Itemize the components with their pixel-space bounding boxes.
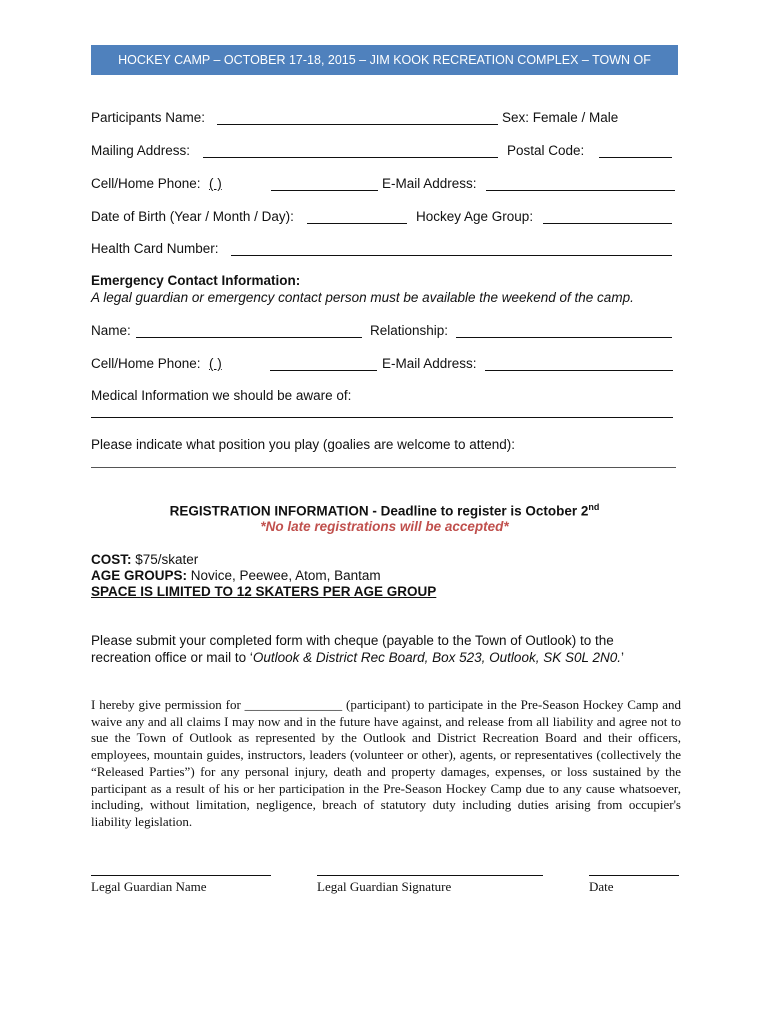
cost-line: COST: $75/skater bbox=[91, 552, 199, 567]
dob-field[interactable] bbox=[307, 223, 407, 224]
submit-instructions-line1: Please submit your completed form with cheque (payable to the Town of Outlook) to the bbox=[91, 633, 614, 648]
no-late-registration-warning: *No late registrations will be accepted* bbox=[260, 519, 509, 534]
emergency-heading: Emergency Contact Information: bbox=[91, 273, 301, 288]
relationship-label: Relationship: bbox=[370, 323, 449, 338]
sex-label: Sex: Female / Male bbox=[502, 110, 619, 125]
relationship-field[interactable] bbox=[456, 337, 672, 338]
space-limited-notice: SPACE IS LIMITED TO 12 SKATERS PER AGE GROUP bbox=[91, 584, 437, 599]
health-card-field[interactable] bbox=[231, 255, 672, 256]
guardian-signature-label: Legal Guardian Signature bbox=[317, 879, 452, 894]
phone-number-field[interactable] bbox=[271, 190, 378, 191]
emergency-name-label: Name: bbox=[91, 323, 131, 338]
emergency-cell-phone-label: Cell/Home Phone: bbox=[91, 356, 201, 371]
postal-code-field[interactable] bbox=[599, 157, 672, 158]
area-code-field[interactable]: ( ) bbox=[209, 176, 222, 191]
waiver-paragraph: I hereby give permission for _______________ (participant) to participate in the Pre-Season Hockey Camp and waive any and all claims I may now and in the future have against, and release from all liability and agree not to sue the Town of Outlook as represented by the Outlook and District Recreation Board and their officers, employees, mountain guides, instructors, leaders (volunteer or other), agents, or representatives (collectively the “Released Parties”) for any personal injury, death and property damages, expenses, or loss sustained by the participant as a result of his or her participation in the Pre-Season Hockey Camp due to any cause whatsoever, including, without limitation, negligence, breach of statutory duty including duties arising from occupier's liability legislation. bbox=[91, 697, 681, 829]
date-label: Date bbox=[589, 879, 614, 894]
hockey-age-group-field[interactable] bbox=[543, 223, 672, 224]
guardian-signature-line[interactable] bbox=[317, 875, 543, 876]
age-groups-line: AGE GROUPS: Novice, Peewee, Atom, Bantam bbox=[91, 568, 381, 583]
mailing-address-field[interactable] bbox=[203, 157, 498, 158]
postal-code-label: Postal Code: bbox=[507, 143, 585, 158]
position-label: Please indicate what position you play (goalies are welcome to attend): bbox=[91, 437, 515, 452]
cell-phone-label: Cell/Home Phone: bbox=[91, 176, 201, 191]
registration-heading: REGISTRATION INFORMATION - Deadline to register is October 2nd bbox=[169, 502, 600, 519]
emergency-email-field[interactable] bbox=[485, 370, 673, 371]
guardian-name-line[interactable] bbox=[91, 875, 271, 876]
hockey-age-group-label: Hockey Age Group: bbox=[416, 209, 534, 224]
position-field[interactable] bbox=[91, 467, 676, 468]
guardian-name-label: Legal Guardian Name bbox=[91, 879, 207, 894]
dob-label: Date of Birth (Year / Month / Day): bbox=[91, 209, 294, 224]
medical-info-field[interactable] bbox=[91, 417, 673, 418]
email-label: E-Mail Address: bbox=[382, 176, 477, 191]
participant-name-field[interactable] bbox=[217, 124, 498, 125]
email-field[interactable] bbox=[486, 190, 675, 191]
submit-instructions-line2: recreation office or mail to ‘Outlook & District Rec Board, Box 523, Outlook, SK S0L 2N0.’ bbox=[91, 650, 625, 665]
health-card-label: Health Card Number: bbox=[91, 241, 219, 256]
form-title-banner: HOCKEY CAMP – OCTOBER 17-18, 2015 – JIM KOOK RECREATION COMPLEX – TOWN OF OUTLOOK bbox=[91, 45, 678, 75]
emergency-name-field[interactable] bbox=[136, 337, 362, 338]
mailing-address-label: Mailing Address: bbox=[91, 143, 191, 158]
emergency-email-label: E-Mail Address: bbox=[382, 356, 477, 371]
emergency-phone-field[interactable] bbox=[270, 370, 377, 371]
date-line[interactable] bbox=[589, 875, 679, 876]
participant-name-label: Participants Name: bbox=[91, 110, 206, 125]
emergency-note: A legal guardian or emergency contact person must be available the weekend of the camp. bbox=[91, 290, 634, 305]
emergency-area-code-field[interactable]: ( ) bbox=[209, 356, 222, 371]
medical-info-label: Medical Information we should be aware of: bbox=[91, 388, 352, 403]
